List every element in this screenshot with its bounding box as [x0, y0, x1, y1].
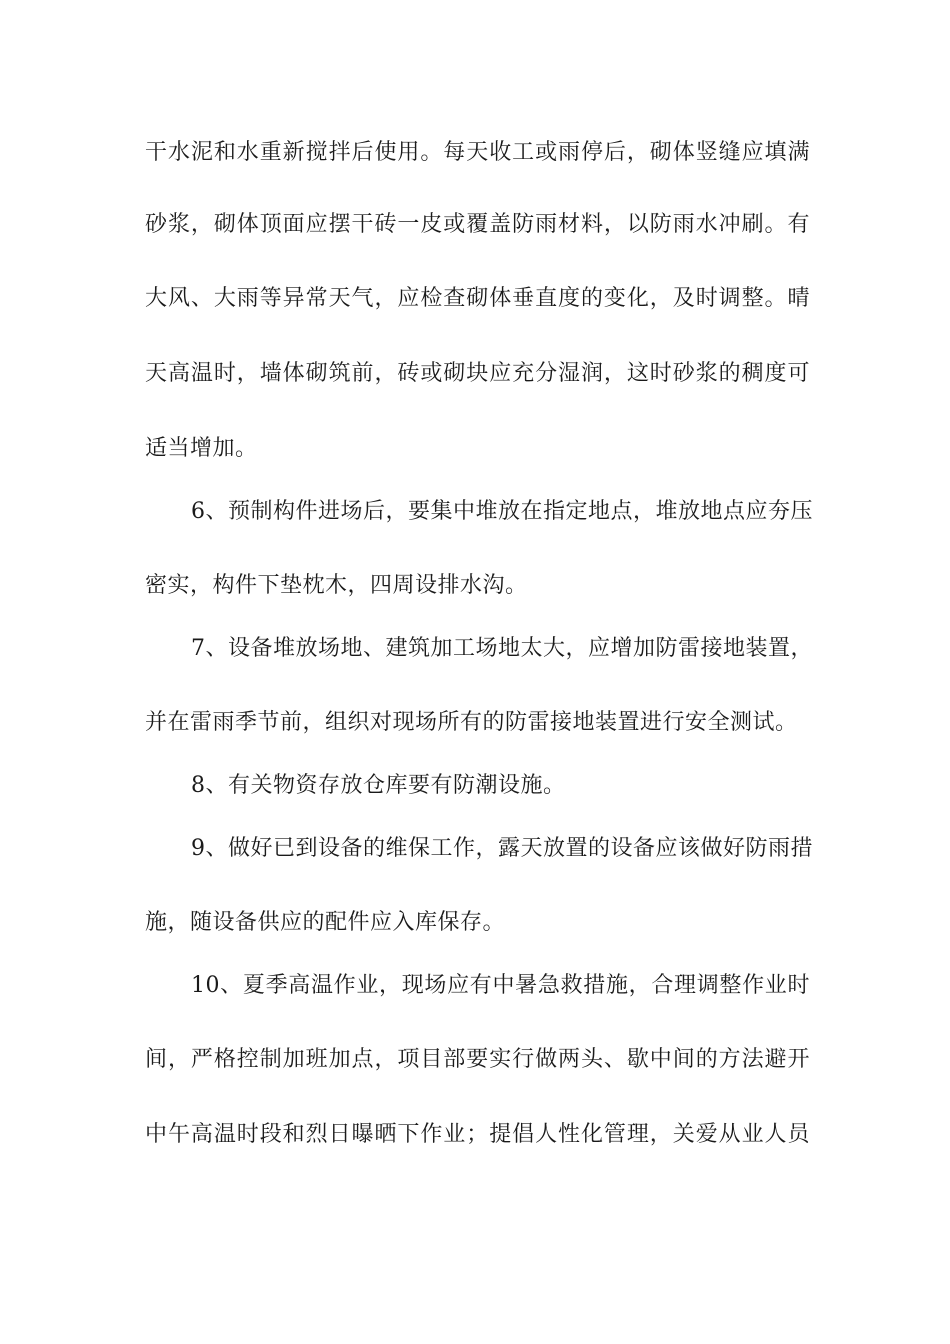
item-8-line-1: 8、有关物资存放仓库要有防潮设施。 [191, 773, 566, 798]
item-7-line-1: 7、设备堆放场地、建筑加工场地太大，应增加防雷接地装置， [191, 636, 813, 661]
text-line-4: 天高温时，墙体砌筑前，砖或砌块应充分湿润，这时砂浆的稠度可 [145, 361, 810, 386]
item-6-line-2: 密实，构件下垫枕木，四周设排水沟。 [145, 573, 528, 598]
item-9-line-2: 施，随设备供应的配件应入库保存。 [145, 910, 506, 935]
text-line-1: 干水泥和水重新搅拌后使用。每天收工或雨停后，砌体竖缝应填满 [145, 140, 810, 165]
text-line-2: 砂浆，砌体顶面应摆干砖一皮或覆盖防雨材料，以防雨水冲刷。有 [145, 212, 810, 237]
item-9-line-1: 9、做好已到设备的维保工作，露天放置的设备应该做好防雨措 [191, 836, 813, 861]
item-10-line-1: 10、夏季高温作业，现场应有中暑急救措施，合理调整作业时 [191, 973, 810, 998]
item-10-line-3: 中午高温时段和烈日曝晒下作业；提倡人性化管理，关爱从业人员 [145, 1122, 810, 1147]
text-line-3: 大风、大雨等异常天气，应检查砌体垂直度的变化，及时调整。晴 [145, 286, 810, 311]
item-10-line-2: 间，严格控制加班加点，项目部要实行做两头、歇中间的方法避开 [145, 1047, 810, 1072]
item-6-line-1: 6、预制构件进场后，要集中堆放在指定地点，堆放地点应夯压 [191, 499, 813, 524]
item-7-line-2: 并在雷雨季节前，组织对现场所有的防雷接地装置进行安全测试。 [145, 710, 798, 735]
text-line-5: 适当增加。 [145, 436, 258, 461]
